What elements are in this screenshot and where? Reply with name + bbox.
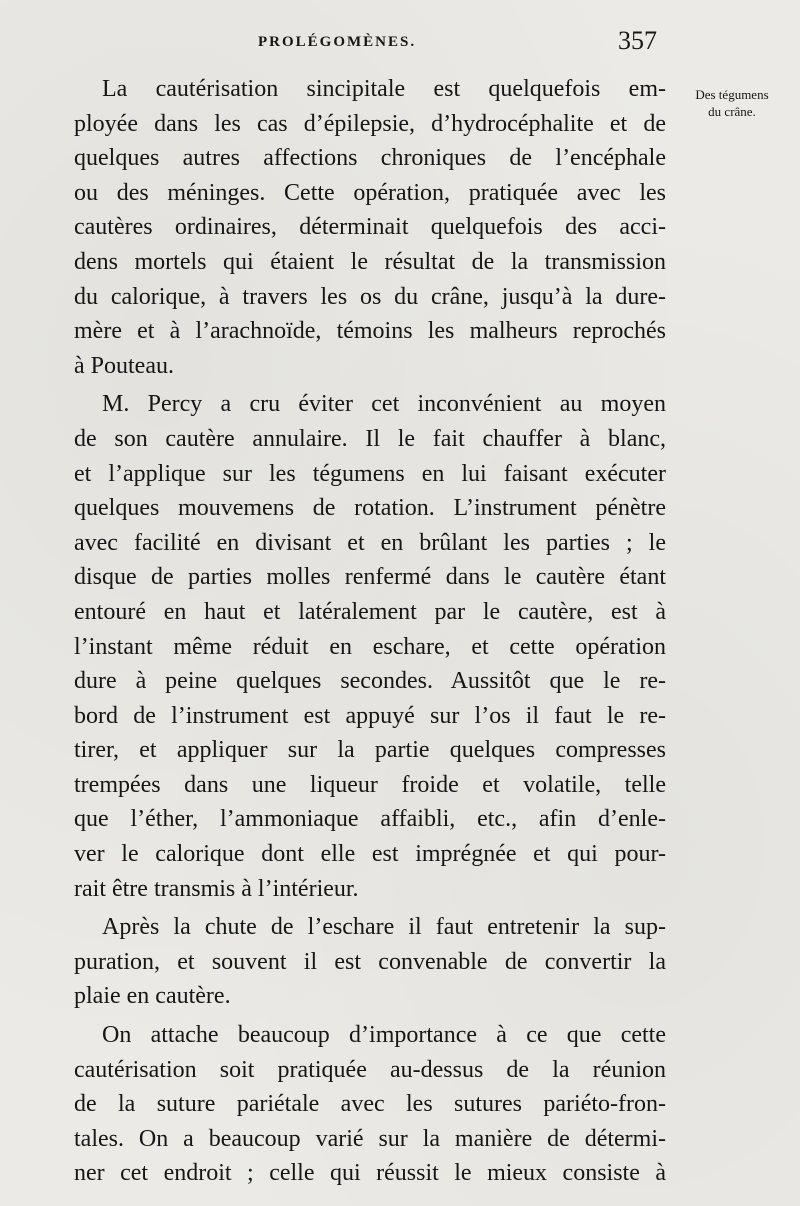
text-line: puration, et souvent il est convenable de convertir la xyxy=(74,948,666,975)
text-line: bord de l’instrument est appuyé sur l’os il faut le re- xyxy=(74,702,666,729)
text-line: mère et à l’arachnoïde, témoins les malheurs reprochés xyxy=(74,318,666,345)
text-line: plaie en cautère. xyxy=(74,983,231,1010)
text-line: ployée dans les cas d’épilepsie, d’hydrocéphalite et de xyxy=(74,110,666,137)
text-line: ver le calorique dont elle est imprégnée et qui pour- xyxy=(74,841,666,868)
text-line: La cautérisation sincipitale est quelquefois em- xyxy=(102,76,666,102)
text-line: cautères ordinaires, déterminait quelquefois des acci- xyxy=(74,214,666,241)
text-line: tales. On a beaucoup varié sur la manière de détermi- xyxy=(74,1125,666,1152)
text-line: On attache beaucoup d’importance à ce que cette xyxy=(102,1022,666,1049)
margin-note-line: Des tégumens xyxy=(695,87,769,102)
text-line: à Pouteau. xyxy=(74,352,174,379)
text-line: tirer, et appliquer sur la partie quelques compresses xyxy=(74,737,666,764)
text-line: du calorique, à travers les os du crâne, jusqu’à la dure- xyxy=(74,283,666,310)
paragraph xyxy=(74,910,666,1014)
running-title: PROLÉGOMÈNES. xyxy=(258,34,417,50)
text-line: cautérisation soit pratiquée au-dessus de la réunion xyxy=(74,1056,666,1083)
text-line: ou des méninges. Cette opération, pratiquée avec les xyxy=(74,179,666,206)
text-line: et l’applique sur les tégumens en lui faisant exécuter xyxy=(74,460,666,487)
paragraph xyxy=(74,72,666,383)
paragraph xyxy=(74,387,666,906)
text-line: de son cautère annulaire. Il le fait chauffer à blanc, xyxy=(74,425,666,452)
text-line: l’instant même réduit en eschare, et cette opération xyxy=(74,633,666,660)
text-line: dure à peine quelques secondes. Aussitôt que le re- xyxy=(74,668,666,695)
text-line: rait être transmis à l’intérieur. xyxy=(74,875,359,902)
text-line: que l’éther, l’ammoniaque affaibli, etc., afin d’enle- xyxy=(74,806,666,833)
text-line: trempées dans une liqueur froide et volatile, telle xyxy=(74,771,666,798)
paragraph xyxy=(74,1018,666,1191)
margin-note-line: du crâne. xyxy=(708,104,756,119)
text-line: dens mortels qui étaient le résultat de la transmission xyxy=(74,248,666,275)
page-number: 357 xyxy=(618,26,657,55)
text-line: entouré en haut et latéralement par le cautère, est à xyxy=(74,598,666,625)
text-line: disque de parties molles renfermé dans le cautère étant xyxy=(74,564,666,591)
text-line: de la suture pariétale avec les sutures pariéto-fron- xyxy=(74,1091,666,1118)
text-line: quelques mouvemens de rotation. L’instrument pénètre xyxy=(74,495,666,522)
text-line: Après la chute de l’eschare il faut entretenir la sup- xyxy=(102,914,666,941)
text-line: ner cet endroit ; celle qui réussit le mieux consiste à xyxy=(74,1160,666,1187)
body-text xyxy=(74,72,666,1191)
margin-note xyxy=(676,86,788,120)
text-line: M. Percy a cru éviter cet inconvénient au moyen xyxy=(102,391,666,418)
text-line: quelques autres affections chroniques de l’encéphale xyxy=(74,145,666,172)
text-line: avec facilité en divisant et en brûlant les parties ; le xyxy=(74,529,666,556)
